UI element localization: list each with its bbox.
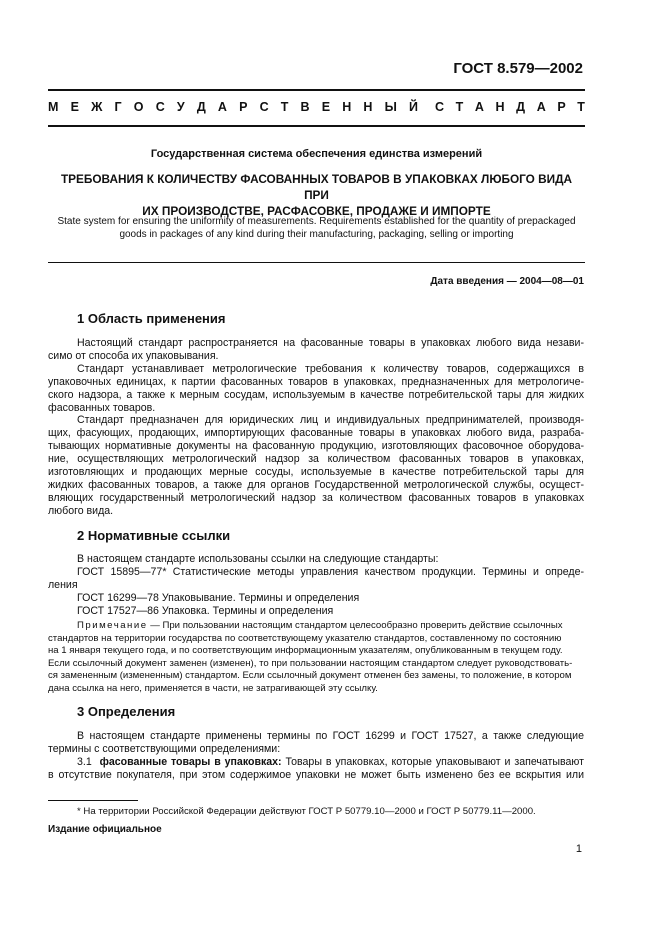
banner-letter: Ы bbox=[384, 100, 397, 114]
banner-letter: Д bbox=[196, 100, 206, 114]
term-line bbox=[48, 756, 584, 769]
banner-letter: Н bbox=[342, 100, 352, 114]
reference-line: ГОСТ 16299—78 Упаковывание. Термины и определения bbox=[77, 591, 360, 604]
document-title-line-1: ТРЕБОВАНИЯ К КОЛИЧЕСТВУ ФАСОВАННЫХ ТОВАРОВ В УПАКОВКАХ ЛЮБОГО ВИДА ПРИ bbox=[60, 172, 573, 202]
banner-letter: С bbox=[259, 100, 269, 114]
paragraph-line: тывающих нормативные документы на фасованную продукцию, изготовляющих фасовочное оборудова- bbox=[48, 440, 584, 453]
paragraph-line: Настоящий стандарт распространяется на фасованные товары в упаковках любого вида незави- bbox=[77, 337, 584, 349]
banner-word-standard bbox=[435, 100, 585, 114]
reference-line: ГОСТ 17527—86 Упаковка. Термины и определения bbox=[77, 604, 334, 617]
note-label: Примечание bbox=[77, 620, 148, 631]
banner-letter: Т bbox=[455, 100, 464, 114]
paragraph-line: фасованных товаров. bbox=[48, 401, 156, 414]
banner-letter: Г bbox=[114, 100, 122, 114]
paragraph-line: любого вида. bbox=[48, 504, 114, 517]
section-2-heading: 2 Нормативные ссылки bbox=[77, 528, 231, 543]
section-3-body bbox=[48, 730, 584, 782]
banner-letter: У bbox=[176, 100, 185, 114]
paragraph-line: щих, фасующих, продающих, импортирующих фасованные товары в упаковках любого вида, разраба- bbox=[48, 427, 584, 440]
english-title-line-1: State system for ensuring the uniformity of measurements. Requirements established for the quantity of prepackaged bbox=[57, 216, 576, 227]
paragraph-line: В настоящем стандарте использованы ссылки на следующие стандарты: bbox=[77, 553, 439, 565]
note-text: — При пользовании настоящим стандартом целесообразно проверить действие ссылочных bbox=[147, 620, 563, 631]
banner-letter: Т bbox=[577, 100, 585, 114]
interstate-standard-banner bbox=[48, 100, 585, 114]
note-line: Если ссылочный документ заменен (изменен), то при пользовании настоящим стандартом следует руководствовать- bbox=[48, 657, 573, 669]
banner-letter: Д bbox=[516, 100, 526, 114]
section-3-heading: 3 Определения bbox=[77, 704, 176, 719]
page-number: 1 bbox=[575, 843, 582, 855]
banner-letter: А bbox=[536, 100, 546, 114]
banner-letter: Й bbox=[409, 100, 418, 114]
banner-letter: Р bbox=[557, 100, 566, 114]
english-title bbox=[48, 215, 585, 241]
paragraph-line: симо от способа их упаковывания. bbox=[48, 349, 219, 362]
reference-line: ГОСТ 15895—77* Статистические методы управления качеством продукции. Термины и опреде- bbox=[77, 565, 584, 578]
banner-word-interstate bbox=[48, 100, 418, 114]
banner-letter: Е bbox=[70, 100, 79, 114]
banner-letter: Т bbox=[280, 100, 289, 114]
section-1-heading: 1 Область применения bbox=[77, 311, 226, 326]
paragraph-line: вляющих государственный метрологический надзор за количеством фасованных товаров в упаковках bbox=[48, 491, 584, 504]
term-definition: Товары в упаковках, которые упаковывают и запечатывают bbox=[281, 755, 584, 768]
banner-letter: О bbox=[133, 100, 144, 114]
note-line: на 1 января текущего года, и по соответствующим информационным указателям, опубликованным в текущем году. bbox=[48, 645, 563, 657]
paragraph-line: Стандарт предназначен для юридических лиц и индивидуальных предпринимателей, производя- bbox=[77, 414, 584, 427]
paragraph-line: термины с соответствующими определениями: bbox=[48, 742, 281, 755]
note-line: ся замененным (измененным) стандартом. Если ссылочный документ отменен без замены, то положение, в котором bbox=[48, 670, 572, 682]
banner-letter: М bbox=[48, 100, 59, 114]
term-line: в отсутствие покупателя, при этом содержимое упаковки не может быть изменено без ее вскрытия или bbox=[48, 768, 584, 781]
paragraph-line: В настоящем стандарте применены термины по ГОСТ 16299 и ГОСТ 17527, а также следующие bbox=[77, 730, 584, 742]
term-number: 3.1 bbox=[77, 755, 92, 768]
note-line: стандартов на территории государства по соответствующему указателю стандартов, составленному по состоянию bbox=[48, 632, 562, 644]
term-name: фасованные товары в упаковках: bbox=[99, 755, 282, 768]
english-title-line-2: goods in packages of any kind during their manufacturing, packaging, selling or importing bbox=[119, 229, 514, 240]
edition-label: Издание официальное bbox=[48, 824, 162, 835]
footnote-rule bbox=[48, 800, 138, 801]
banner-letter: Н bbox=[495, 100, 505, 114]
paragraph-line: ние, осуществляющих метрологический надзор за количеством фасованных товаров в упаковках, bbox=[48, 453, 584, 466]
banner-letter: А bbox=[474, 100, 484, 114]
reference-line: ления bbox=[48, 578, 78, 591]
banner-rule bbox=[48, 125, 585, 127]
banner-letter: А bbox=[217, 100, 227, 114]
note-block bbox=[48, 620, 584, 696]
paragraph-line: изготовляющих и продающих мерные сосуды, используемые в качестве потребительской тары для bbox=[48, 466, 584, 479]
banner-letter: Ж bbox=[91, 100, 103, 114]
paragraph-line: ского надзора, а также к мерным сосудам, используемым в качестве потребительской тары для жидких bbox=[48, 388, 584, 401]
note-line: дана ссылка на него, применяется в части, не затрагивающей эту ссылку. bbox=[48, 682, 378, 694]
system-title: Государственная система обеспечения единства измерений bbox=[150, 148, 483, 160]
banner-letter: Е bbox=[321, 100, 331, 114]
section-1-body bbox=[48, 337, 584, 518]
paragraph-line: упаковочных единицах, к партии фасованных товаров в упаковках, предназначенных для метрологиче- bbox=[48, 375, 584, 388]
banner-letter: С bbox=[435, 100, 445, 114]
section-2-body bbox=[48, 553, 584, 618]
footnote: * На территории Российской Федерации действуют ГОСТ Р 50779.10—2000 и ГОСТ Р 50779.11—2000. bbox=[77, 806, 536, 817]
paragraph-line: жидких фасованных товаров, а также для органов Государственной метрологической службы, осущест- bbox=[48, 478, 584, 491]
top-rule bbox=[48, 89, 585, 91]
document-title bbox=[48, 171, 585, 219]
banner-letter: В bbox=[300, 100, 310, 114]
paragraph-line: Стандарт устанавливает метрологические требования к количеству товаров, содержащихся в bbox=[77, 362, 584, 375]
banner-letter: Р bbox=[239, 100, 248, 114]
intro-date: Дата введения — 2004—08—01 bbox=[430, 276, 584, 287]
note-line bbox=[48, 620, 584, 633]
banner-letter: С bbox=[155, 100, 165, 114]
title-rule bbox=[48, 262, 585, 263]
banner-letter: Н bbox=[363, 100, 373, 114]
gost-code: ГОСТ 8.579—2002 bbox=[453, 60, 583, 77]
document-title-line-2: ИХ ПРОИЗВОДСТВЕ, РАСФАСОВКЕ, ПРОДАЖЕ И ИМПОРТЕ bbox=[142, 204, 491, 218]
